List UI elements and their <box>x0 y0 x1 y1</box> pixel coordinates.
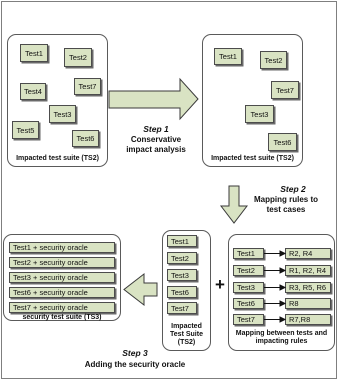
panel-caption: Impacted test suite (TS2) <box>211 155 294 162</box>
step-1-label: Step 1 <box>143 124 169 134</box>
test-box: Test1 <box>167 235 197 247</box>
step-2-label: Step 2 <box>280 184 306 194</box>
test-box: Test2 <box>167 252 197 264</box>
mapping-rule-box: R1, R2, R4 <box>285 265 331 276</box>
step-2-description-line-1: Mapping rules to <box>254 195 318 204</box>
test-box: Test1 <box>214 48 242 65</box>
mapping-rule-box: R2, R4 <box>285 248 331 259</box>
mapping-arrowhead <box>280 285 285 290</box>
mapping-arrowhead <box>280 251 285 256</box>
test-box: Test1 <box>20 44 48 62</box>
mapping-test-box: Test7 <box>233 314 264 325</box>
panel-caption-line-1: Impacted <box>171 323 202 330</box>
mapping-rule-box: R3, R5, R6 <box>285 282 331 293</box>
step-3-label: Step 3 <box>122 348 148 358</box>
mapping-arrowhead <box>280 268 285 273</box>
plus-sign: + <box>215 275 225 294</box>
mapping-test-box: Test1 <box>233 248 264 259</box>
test-box: Test2 <box>64 48 92 67</box>
panel-caption-line-3: (TS2) <box>177 339 196 346</box>
panel-caption-line-2: impacting rules <box>255 338 308 345</box>
step-1-description-line-1: Conservative <box>130 135 182 144</box>
panel-caption: security test suite (TS3) <box>22 314 102 321</box>
panel-caption-line-1: Mapping between tests and <box>235 330 328 337</box>
step-3-arrow <box>124 274 157 305</box>
test-box: Test3 <box>245 105 274 123</box>
step-2-description-line-2: test cases <box>266 205 306 214</box>
test-box: Test6 <box>268 133 297 151</box>
test-box: Test6 <box>167 286 197 298</box>
test-box: Test3 <box>49 105 76 123</box>
mapping-test-box: Test6 <box>233 298 264 309</box>
test-box: Test2 <box>260 51 287 69</box>
test-with-oracle-row: Test6 + security oracle <box>9 287 115 298</box>
mapping-test-box: Test2 <box>233 265 264 276</box>
mapping-arrowhead <box>280 317 285 322</box>
mapping-rule-box: R8 <box>285 298 331 309</box>
test-with-oracle-row: Test3 + security oracle <box>9 272 115 283</box>
mapping-rule-box: R7,R8 <box>285 314 331 325</box>
test-with-oracle-row: Test1 + security oracle <box>9 242 115 253</box>
test-with-oracle-row: Test2 + security oracle <box>9 257 115 268</box>
mapping-test-box: Test3 <box>233 282 264 293</box>
step-2-arrow <box>221 186 247 223</box>
test-box: Test3 <box>167 269 197 281</box>
mapping-arrowhead <box>280 301 285 306</box>
panel-caption-line-2: Test Suite <box>170 331 203 338</box>
test-box: Test7 <box>74 78 101 95</box>
test-box: Test4 <box>20 83 46 100</box>
test-box: Test7 <box>271 81 299 99</box>
step-3-description: Adding the security oracle <box>84 360 186 369</box>
panel-caption: Impacted test suite (TS2) <box>16 155 99 162</box>
test-box: Test5 <box>12 121 39 139</box>
step-1-description-line-2: impact analysis <box>126 145 186 154</box>
step-1-arrow <box>109 79 198 119</box>
test-box: Test7 <box>167 302 197 314</box>
test-box: Test6 <box>72 130 99 147</box>
test-with-oracle-row: Test7 + security oracle <box>9 302 115 313</box>
